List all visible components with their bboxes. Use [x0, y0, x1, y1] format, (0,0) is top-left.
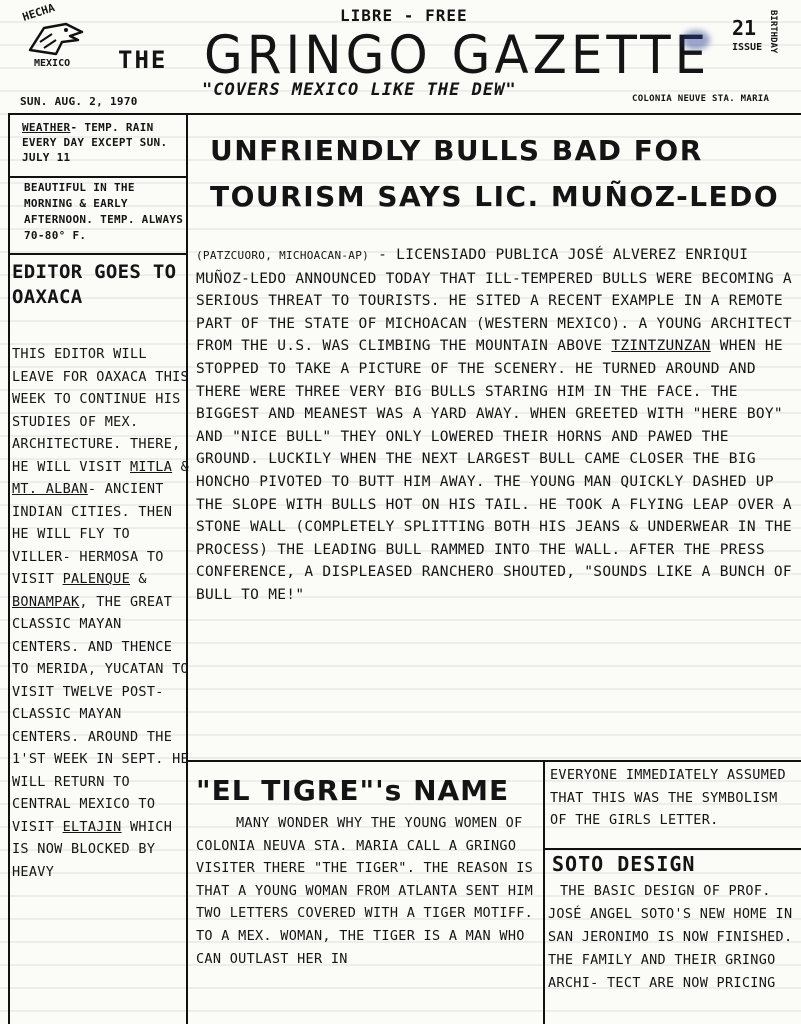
- left-column-border: [8, 113, 10, 1024]
- place-mt-alban: MT. ALBAN: [12, 481, 88, 497]
- free-line: LIBRE - FREE: [340, 6, 468, 25]
- column-divider-right: [543, 760, 545, 1024]
- beautiful-divider: [8, 253, 186, 255]
- main-text-2: WHEN HE STOPPED TO TAKE A PICTURE OF THE SCENERY. HE TURNED AROUND AND THERE WERE THREE VERY BIG BULLS STARING HIM IN THE FACE. THE BIGGEST AND MEANEST WAS A YARD AWAY. WHEN GREETED WITH "HERE BOY" AND "NICE BULL" THEY ONLY LOWERED THEIR HORNS AND PAWED THE GROUND. LUCKILY WHEN THE NEXT LARGEST BULL CAME CLOSER THE BIG HONCHO PIVOTED TO BUTT HIM AWAY. THE YOUNG MAN QUICKLY DASHED UP THE SLOPE WITH BULLS HOT ON HIS TAIL. HE TOOK A FLYING LEAP OVER A STONE WALL (COMPLETELY SPLITTING BOTH HIS JEANS & UNDERWEAR IN THE PROCESS) THE LEADING BULL RAMMED INTO THE WALL. AFTER THE PRESS CONFERENCE, A DISPLEASED RANCHERO SHOUTED, "SOUNDS LIKE A BUNCH OF BULL TO ME!": [196, 338, 792, 603]
- editor-text-3: , THE GREAT CLASSIC MAYAN CENTERS. AND THENCE TO MERIDA, YUCATAN TO VISIT TWELVE POST-CLASSIC MAYAN CENTERS. AROUND THE 1'ST WEEK IN SEPT. HE WILL RETURN TO CENTRAL MEXICO TO VISIT: [12, 593, 189, 835]
- editor-amp-2: &: [130, 571, 147, 587]
- tigre-headline: "EL TIGRE"'s NAME: [196, 774, 510, 807]
- editor-story-body: [12, 343, 192, 883]
- soto-story-body: THE BASIC DESIGN OF PROF. JOSÉ ANGEL SOTO'S NEW HOME IN SAN JERONIMO IS NOW FINISHED. THE FAMILY AND THEIR GRINGO ARCHI- TECT ARE NOW PRICING: [548, 883, 793, 991]
- eagle-head-icon: [26, 20, 86, 60]
- main-headline: [210, 128, 790, 220]
- place-tzintzunzan: TZINTZUNZAN: [611, 338, 711, 355]
- logo-bottom-text: MEXICO: [34, 58, 71, 69]
- issue-number: 21: [732, 16, 757, 40]
- place-bonampak: BONAMPAK: [12, 593, 80, 610]
- main-story-bottom-rule: [186, 760, 801, 762]
- editor-text-2: - ANCIENT INDIAN CITIES. THEN HE WILL FLY TO VILLER- HERMOSA TO VISIT: [12, 481, 173, 587]
- logo-top-text: HECHA: [20, 1, 57, 24]
- weather-detail: BEAUTIFUL IN THE MORNING & EARLY AFTERNOON. TEMP. ALWAYS 70-80° F.: [24, 181, 184, 242]
- dateline: (PATZCUORO, MICHOACAN-AP): [196, 249, 370, 262]
- soto-divider: [543, 848, 801, 850]
- weather-box: [22, 120, 184, 165]
- ink-smudge: [682, 30, 710, 50]
- main-headline-line-2: TOURISM SAYS LIC. MUÑOZ-LEDO: [210, 180, 780, 213]
- masthead-rule: [8, 113, 801, 115]
- colonia-location: COLONIA NEUVE STA. MARIA: [632, 94, 770, 104]
- main-text-1: - LICENSIADO PUBLICA JOSÉ ALVEREZ ENRIQUI MUÑOZ-LEDO ANNOUNCED TODAY THAT ILL-TEMPERED BULLS WERE BECOMING A SERIOUS THREAT TO TOURISTS. HE SITED A RECENT EXAMPLE IN A REMOTE PART OF THE STATE OF MICHOACAN (WESTERN MEXICO). A YOUNG ARCHITECT FROM THE U.S. WAS CLIMBING THE MOUNTAIN ABOVE: [196, 247, 792, 355]
- place-el-tajin: ELTAJIN: [62, 818, 122, 835]
- place-palenque: PALENQUE: [62, 571, 130, 587]
- birthday-issue-badge: [722, 8, 788, 64]
- weather-divider: [8, 176, 186, 178]
- issue-label: ISSUE: [732, 42, 763, 53]
- place-mitla: MITLA: [130, 458, 173, 475]
- masthead-the: THE: [118, 46, 168, 74]
- editor-text-4: WHICH IS NOW BLOCKED BY HEAVY: [12, 818, 173, 880]
- tagline: "COVERS MEXICO LIKE THE DEW": [202, 80, 517, 100]
- weather-heading: WEATHER: [22, 121, 71, 134]
- tigre-story-body: MANY WONDER WHY THE YOUNG WOMEN OF COLONIA NEUVA STA. MARIA CALL A GRINGO VISITER THERE "THE TIGER". THE REASON IS THAT A YOUNG WOMAN FROM ATLANTA SENT HIM TWO LETTERS COVERED WITH A TIGER MOTIFF. TO A MEX. WOMAN, THE TIGER IS A MAN WHO CAN OUTLAST HER IN: [196, 815, 534, 967]
- editor-headline: EDITOR GOES TO OAXACA: [12, 261, 177, 308]
- weather-text: - TEMP. RAIN EVERY DAY EXCEPT SUN. JULY 11: [22, 121, 168, 164]
- main-headline-line-1: UNFRIENDLY BULLS BAD FOR: [210, 134, 703, 167]
- soto-headline: SOTO DESIGN: [552, 852, 696, 876]
- everyone-story-body: EVERYONE IMMEDIATELY ASSUMED THAT THIS WAS THE SYMBOLISM OF THE GIRLS LETTER.: [550, 767, 786, 828]
- editor-text-1: THIS EDITOR WILL LEAVE FOR OAXACA THIS WEEK TO CONTINUE HIS STUDIES OF MEX. ARCHITECTURE. THERE, HE WILL VISIT: [12, 346, 189, 475]
- issue-date: SUN. AUG. 2, 1970: [20, 95, 138, 108]
- editor-amp-1: &: [172, 458, 189, 475]
- eagle-logo: [12, 1, 102, 76]
- birthday-label: BIRTHDAY: [768, 10, 778, 54]
- main-story-body: [196, 244, 796, 607]
- newspaper-title: GRINGO GAZETTE: [204, 24, 711, 86]
